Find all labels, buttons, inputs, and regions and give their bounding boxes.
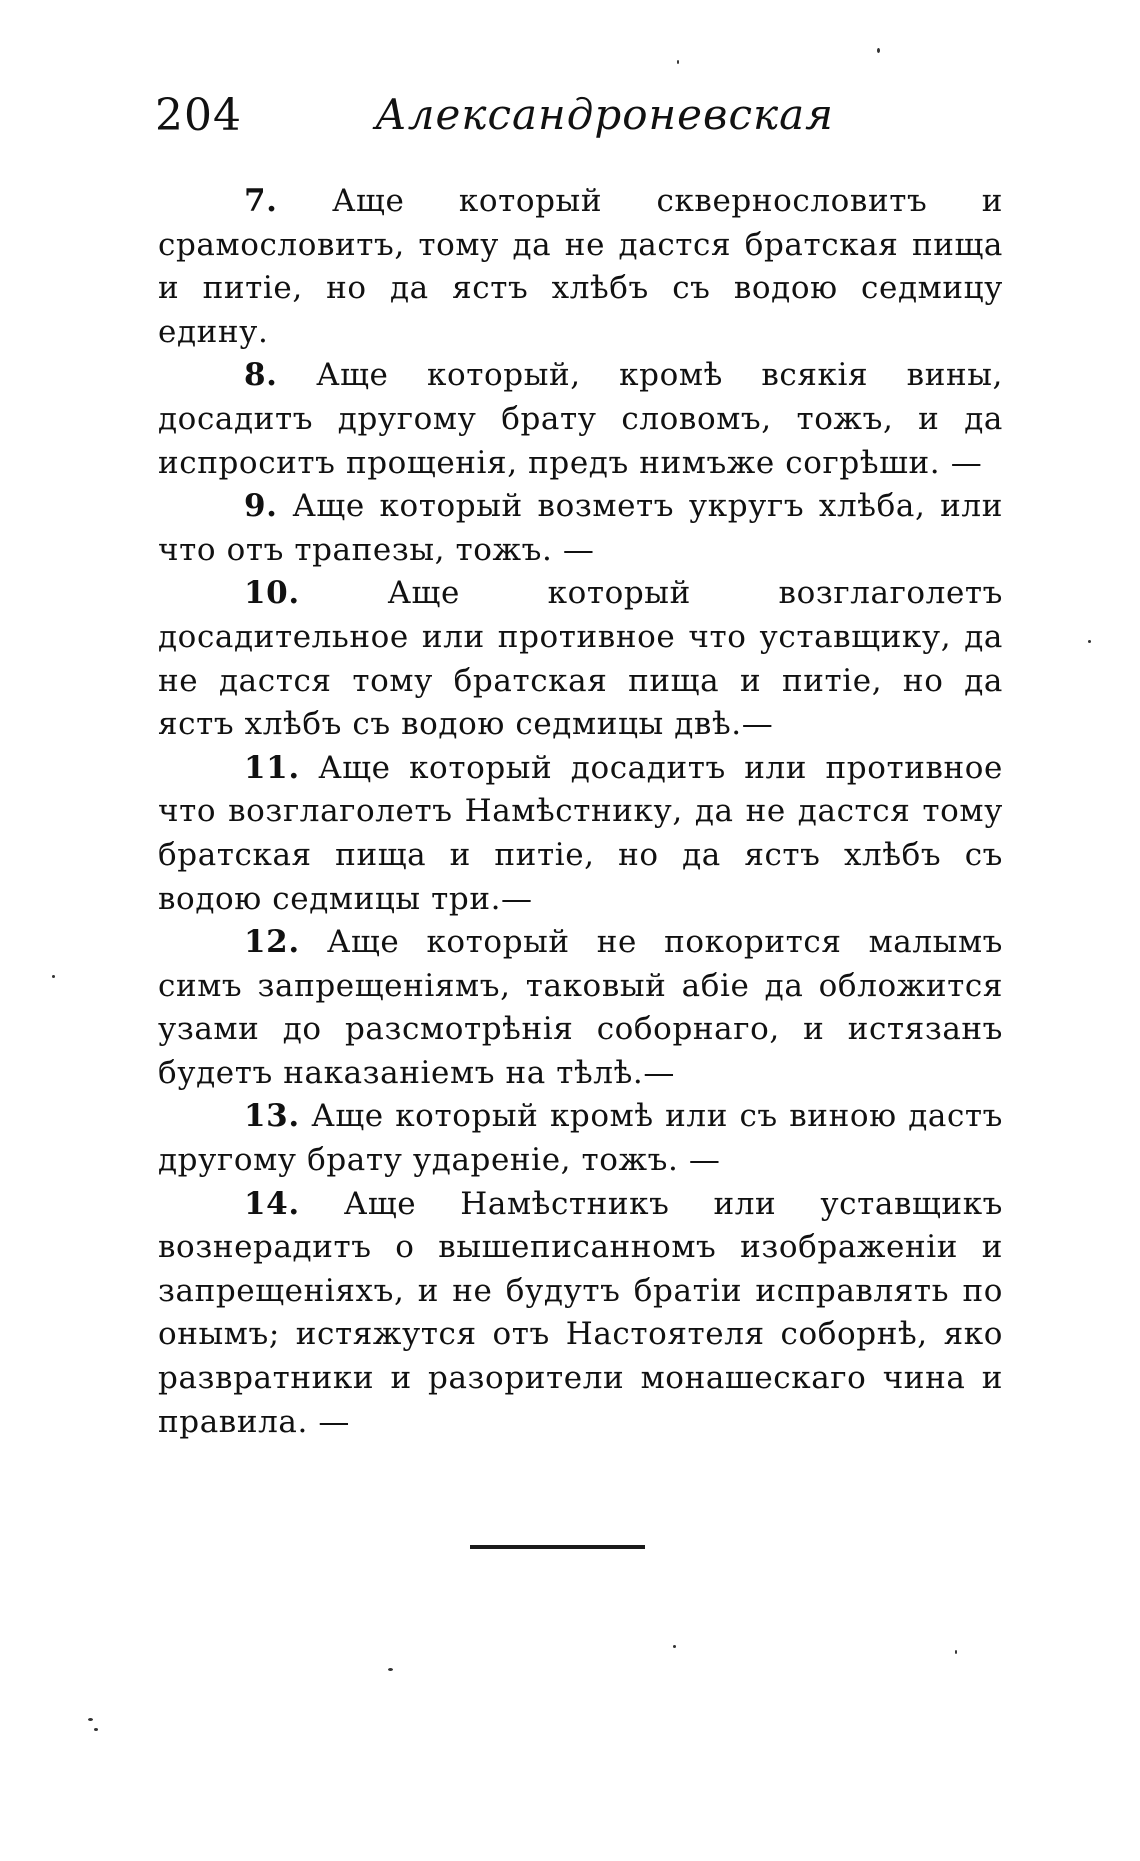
scan-speck <box>88 1718 93 1721</box>
paragraph-10 <box>158 572 1003 746</box>
paragraph-9 <box>158 485 1003 572</box>
scan-speck <box>52 975 55 978</box>
scan-speck <box>388 1668 393 1671</box>
scan-speck <box>955 1650 957 1654</box>
paragraph-12 <box>158 921 1003 1095</box>
page-header <box>155 90 1015 150</box>
paragraph-number: 14. <box>244 1185 300 1222</box>
paragraph-number: 8. <box>244 357 278 394</box>
page-number: 204 <box>155 90 242 141</box>
paragraph-text: Аще который кромѣ или съ виною дастъ другому брату удареніе, тожъ. — <box>158 1098 1003 1179</box>
paragraph-text: Аще который сквернословитъ и срамословитъ, тому да не дастся братская пища и питіе, но да ястъ хлѣбъ съ водою седмицу едину. <box>158 183 1003 350</box>
paragraph-number: 12. <box>244 924 300 961</box>
scan-speck <box>673 1645 676 1648</box>
body-text <box>158 180 1003 1444</box>
paragraph-11 <box>158 747 1003 921</box>
paragraph-7 <box>158 180 1003 354</box>
running-title: Александроневская <box>375 90 834 139</box>
paragraph-text: Аще который возметъ укругъ хлѣба, или что отъ трапезы, тожъ. — <box>158 488 1003 568</box>
paragraph-13 <box>158 1095 1003 1182</box>
paragraph-text: Аще который, кромѣ всякія вины, досадитъ другому брату словомъ, тожъ, и да испроситъ прощенія, предъ нимъже согрѣши. — <box>158 357 1003 481</box>
paragraph-number: 13. <box>244 1098 300 1135</box>
scan-speck <box>877 48 880 53</box>
paragraph-8 <box>158 354 1003 485</box>
paragraph-number: 10. <box>244 575 300 612</box>
paragraph-text: Аще который досадитъ или противное что возглаголетъ Намѣстнику, да не дастся тому братская пища и питіе, но да ястъ хлѣбъ съ водою седмицы три.— <box>158 749 1003 917</box>
paragraph-number: 9. <box>244 488 278 525</box>
paragraph-text: Аще который возглаголетъ досадительное или противное что уставщику, да не дастся тому братская пища и питіе, но да ястъ хлѣбъ съ водою седмицы двѣ.— <box>158 575 1003 743</box>
section-end-rule <box>470 1545 645 1549</box>
paragraph-text: Аще который не покорится малымъ симъ запрещеніямъ, таковый абіе да обложится узами до разсмотрѣнія соборнаго, и истязанъ будетъ наказаніемъ на тѣлѣ.— <box>158 924 1003 1091</box>
scan-speck <box>94 1728 98 1731</box>
scan-speck <box>1088 640 1091 643</box>
paragraph-number: 11. <box>244 749 300 786</box>
paragraph-14 <box>158 1183 1003 1445</box>
paragraph-text: Аще Намѣстникъ или уставщикъ вознерадитъ о вышеписанномъ изображеніи и запрещеніяхъ, и не будутъ братіи исправлять по онымъ; истяжутся отъ Настоятеля соборнѣ, яко развратники и разорители монашескаго чина и правила. — <box>158 1185 1003 1440</box>
paragraph-number: 7. <box>244 183 278 219</box>
scan-speck <box>677 60 679 64</box>
